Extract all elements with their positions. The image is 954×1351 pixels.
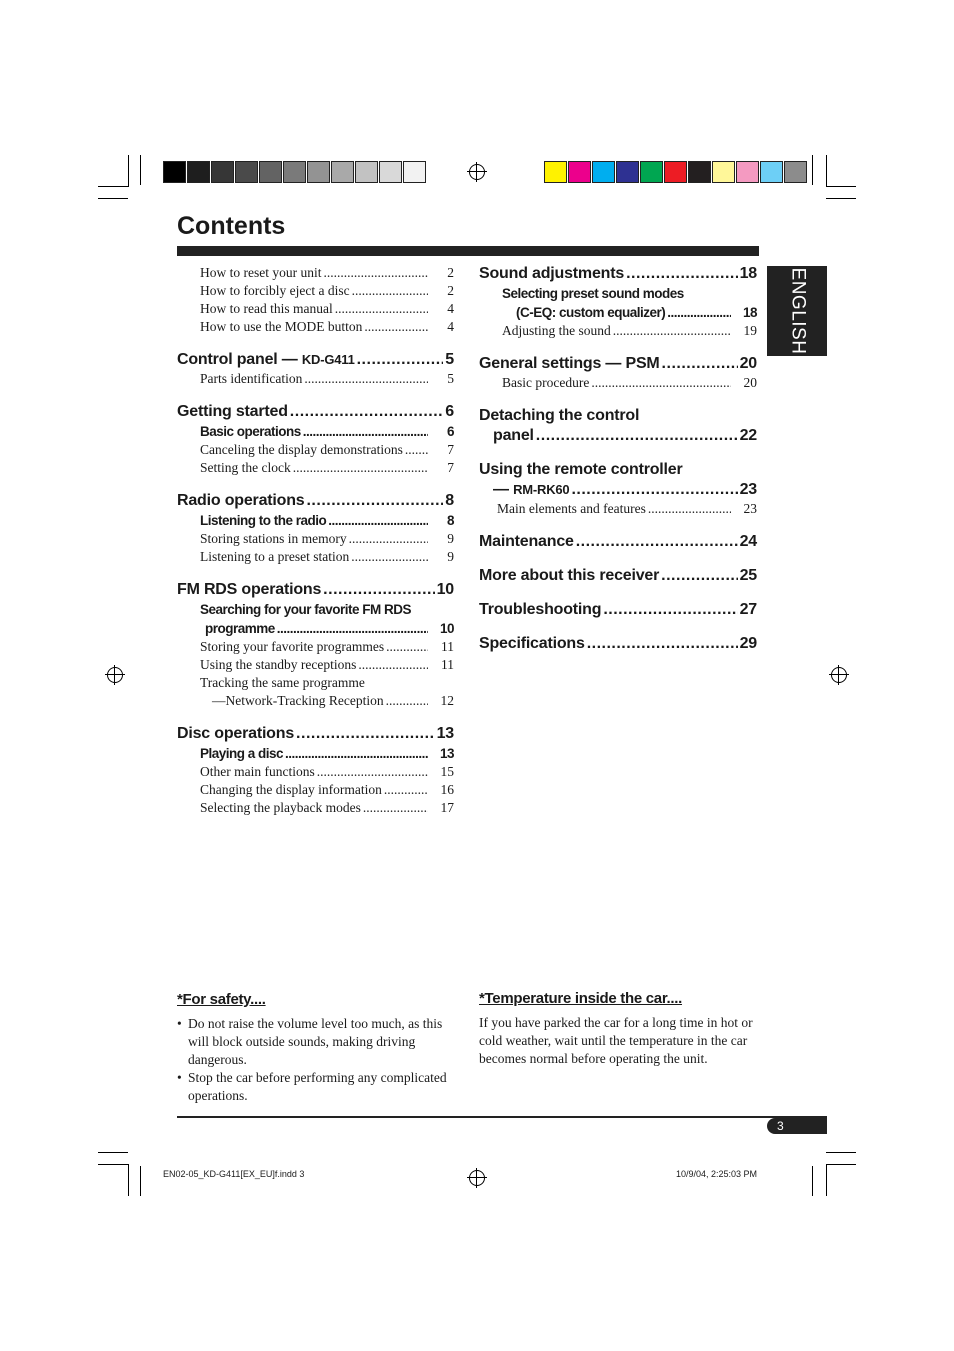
- crop-mark: [140, 155, 141, 185]
- temperature-title: *Temperature inside the car....: [479, 990, 683, 1007]
- toc-section-detaching: Detaching the control: [479, 407, 640, 424]
- toc-entry[interactable]: Selecting the playback modes ..... 17: [177, 799, 454, 817]
- toc-entry[interactable]: How to reset your unit ..... 2: [177, 264, 454, 282]
- toc-entry-bold[interactable]: Playing a disc ..... 13: [177, 744, 454, 763]
- toc-entry-bold[interactable]: Basic operations ..... 6: [177, 422, 454, 441]
- toc-entry[interactable]: Other main functions ..... 15: [177, 763, 454, 781]
- registration-mark-icon: [469, 164, 485, 180]
- crop-mark: [128, 1164, 129, 1196]
- process-color-bar: [544, 161, 808, 183]
- crop-mark: [826, 155, 827, 187]
- process-swatch: [592, 161, 615, 183]
- safety-title: *For safety....: [177, 991, 266, 1008]
- gray-swatch: [259, 161, 282, 183]
- toc-section-sound-adjustments[interactable]: Sound adjustments ..... 18: [479, 264, 757, 284]
- gray-swatch: [307, 161, 330, 183]
- page-title: Contents: [177, 212, 286, 240]
- process-swatch: [688, 161, 711, 183]
- gray-swatch: [211, 161, 234, 183]
- toc-section-more-about[interactable]: More about this receiver ..... 25: [479, 566, 757, 586]
- toc-section-fm-rds[interactable]: FM RDS operations ..... 10: [177, 580, 454, 600]
- toc-entry[interactable]: Storing your favorite programmes ..... 11: [177, 638, 454, 656]
- toc-entry[interactable]: Main elements and features ..... 23: [479, 500, 757, 518]
- toc-entry[interactable]: —Network-Tracking Reception ..... 12: [177, 692, 454, 710]
- crop-mark: [98, 198, 128, 199]
- toc-right-column: [479, 264, 757, 654]
- process-swatch: [712, 161, 735, 183]
- crop-mark: [826, 1152, 856, 1153]
- language-tab: [767, 266, 827, 356]
- gray-swatch: [187, 161, 210, 183]
- crop-mark: [140, 1166, 141, 1196]
- toc-section-maintenance[interactable]: Maintenance ..... 24: [479, 532, 757, 552]
- footer-file-name: EN02-05_KD-G411[EX_EU]f.indd 3: [163, 1169, 305, 1179]
- process-swatch: [664, 161, 687, 183]
- process-swatch: [760, 161, 783, 183]
- process-swatch: [544, 161, 567, 183]
- toc-section-control-panel[interactable]: Control panel — KD-G411 ..... 5: [177, 350, 454, 370]
- crop-mark: [812, 1166, 813, 1196]
- process-swatch: [640, 161, 663, 183]
- title-rule: [177, 246, 759, 256]
- gray-swatch: [235, 161, 258, 183]
- grayscale-color-bar: [163, 161, 427, 183]
- toc-entry[interactable]: Changing the display information ..... 16: [177, 781, 454, 799]
- gray-swatch: [331, 161, 354, 183]
- page-number: 3: [777, 1119, 784, 1133]
- process-swatch: [568, 161, 591, 183]
- footer-timestamp: 10/9/04, 2:25:03 PM: [676, 1169, 758, 1179]
- toc-section-remote-page[interactable]: — RM-RK60 ..... 23: [479, 480, 757, 500]
- crop-mark: [826, 1164, 827, 1196]
- toc-entry[interactable]: How to forcibly eject a disc ..... 2: [177, 282, 454, 300]
- toc-entry[interactable]: Listening to a preset station ..... 9: [177, 548, 454, 566]
- toc-entry-bold[interactable]: programme ..... 10: [177, 619, 454, 638]
- gray-swatch: [163, 161, 186, 183]
- gray-swatch: [283, 161, 306, 183]
- toc-entry[interactable]: Storing stations in memory ..... 9: [177, 530, 454, 548]
- gray-swatch: [403, 161, 426, 183]
- toc-section-disc-operations[interactable]: Disc operations ..... 13: [177, 724, 454, 744]
- toc-entry-bold: Selecting preset sound modes: [502, 286, 684, 301]
- toc-section-specifications[interactable]: Specifications ..... 29: [479, 634, 757, 654]
- toc-section-getting-started[interactable]: Getting started ..... 6: [177, 402, 454, 422]
- crop-mark: [826, 1164, 856, 1165]
- toc-entry[interactable]: Using the standby receptions ..... 11: [177, 656, 454, 674]
- process-swatch: [784, 161, 807, 183]
- toc-entry[interactable]: Setting the clock ..... 7: [177, 459, 454, 477]
- crop-mark: [128, 155, 129, 187]
- footer-rule: [177, 1116, 827, 1118]
- toc-entry-bold[interactable]: (C-EQ: custom equalizer) ..... 18: [479, 303, 757, 322]
- toc-section-remote-controller: Using the remote controller: [479, 461, 683, 478]
- registration-mark-icon: [831, 667, 847, 683]
- crop-mark: [812, 155, 813, 185]
- toc-section-detaching-page[interactable]: panel ..... 22: [479, 426, 757, 446]
- registration-mark-icon: [107, 667, 123, 683]
- toc-section-radio-operations[interactable]: Radio operations ..... 8: [177, 491, 454, 511]
- page-number-tab: [767, 1118, 827, 1134]
- process-swatch: [616, 161, 639, 183]
- safety-bullet: • Do not raise the volume level too much, as this will block outside sounds, making driving dangerous.: [177, 1015, 457, 1069]
- toc-entry[interactable]: How to read this manual ..... 4: [177, 300, 454, 318]
- toc-entry-bold[interactable]: Listening to the radio ..... 8: [177, 511, 454, 530]
- temperature-text: If you have parked the car for a long time in hot or cold weather, wait until the temperature in the car becomes normal before operating the unit.: [479, 1015, 753, 1066]
- toc-entry[interactable]: Adjusting the sound ..... 19: [479, 322, 757, 340]
- crop-mark: [826, 198, 856, 199]
- safety-bullet: • Stop the car before performing any complicated operations.: [177, 1069, 457, 1105]
- toc-left-column: [177, 264, 454, 817]
- toc-entry-bold: Searching for your favorite FM RDS: [200, 602, 412, 617]
- toc-section-troubleshooting[interactable]: Troubleshooting ..... 27: [479, 600, 757, 620]
- toc-entry: Tracking the same programme: [200, 675, 365, 690]
- language-tab-label: ENGLISH: [787, 267, 809, 355]
- crop-mark: [826, 186, 856, 187]
- toc-entry[interactable]: Parts identification ..... 5: [177, 370, 454, 388]
- gray-swatch: [379, 161, 402, 183]
- toc-entry[interactable]: Basic procedure ..... 20: [479, 374, 757, 392]
- crop-mark: [98, 1164, 128, 1165]
- crop-mark: [98, 186, 128, 187]
- process-swatch: [736, 161, 759, 183]
- toc-entry[interactable]: Canceling the display demonstrations ..... 7: [177, 441, 454, 459]
- gray-swatch: [355, 161, 378, 183]
- toc-section-general-settings[interactable]: General settings — PSM ..... 20: [479, 354, 757, 374]
- crop-mark: [98, 1152, 128, 1153]
- toc-entry[interactable]: How to use the MODE button ..... 4: [177, 318, 454, 336]
- safety-text: [177, 1015, 457, 1105]
- registration-mark-icon: [469, 1170, 485, 1186]
